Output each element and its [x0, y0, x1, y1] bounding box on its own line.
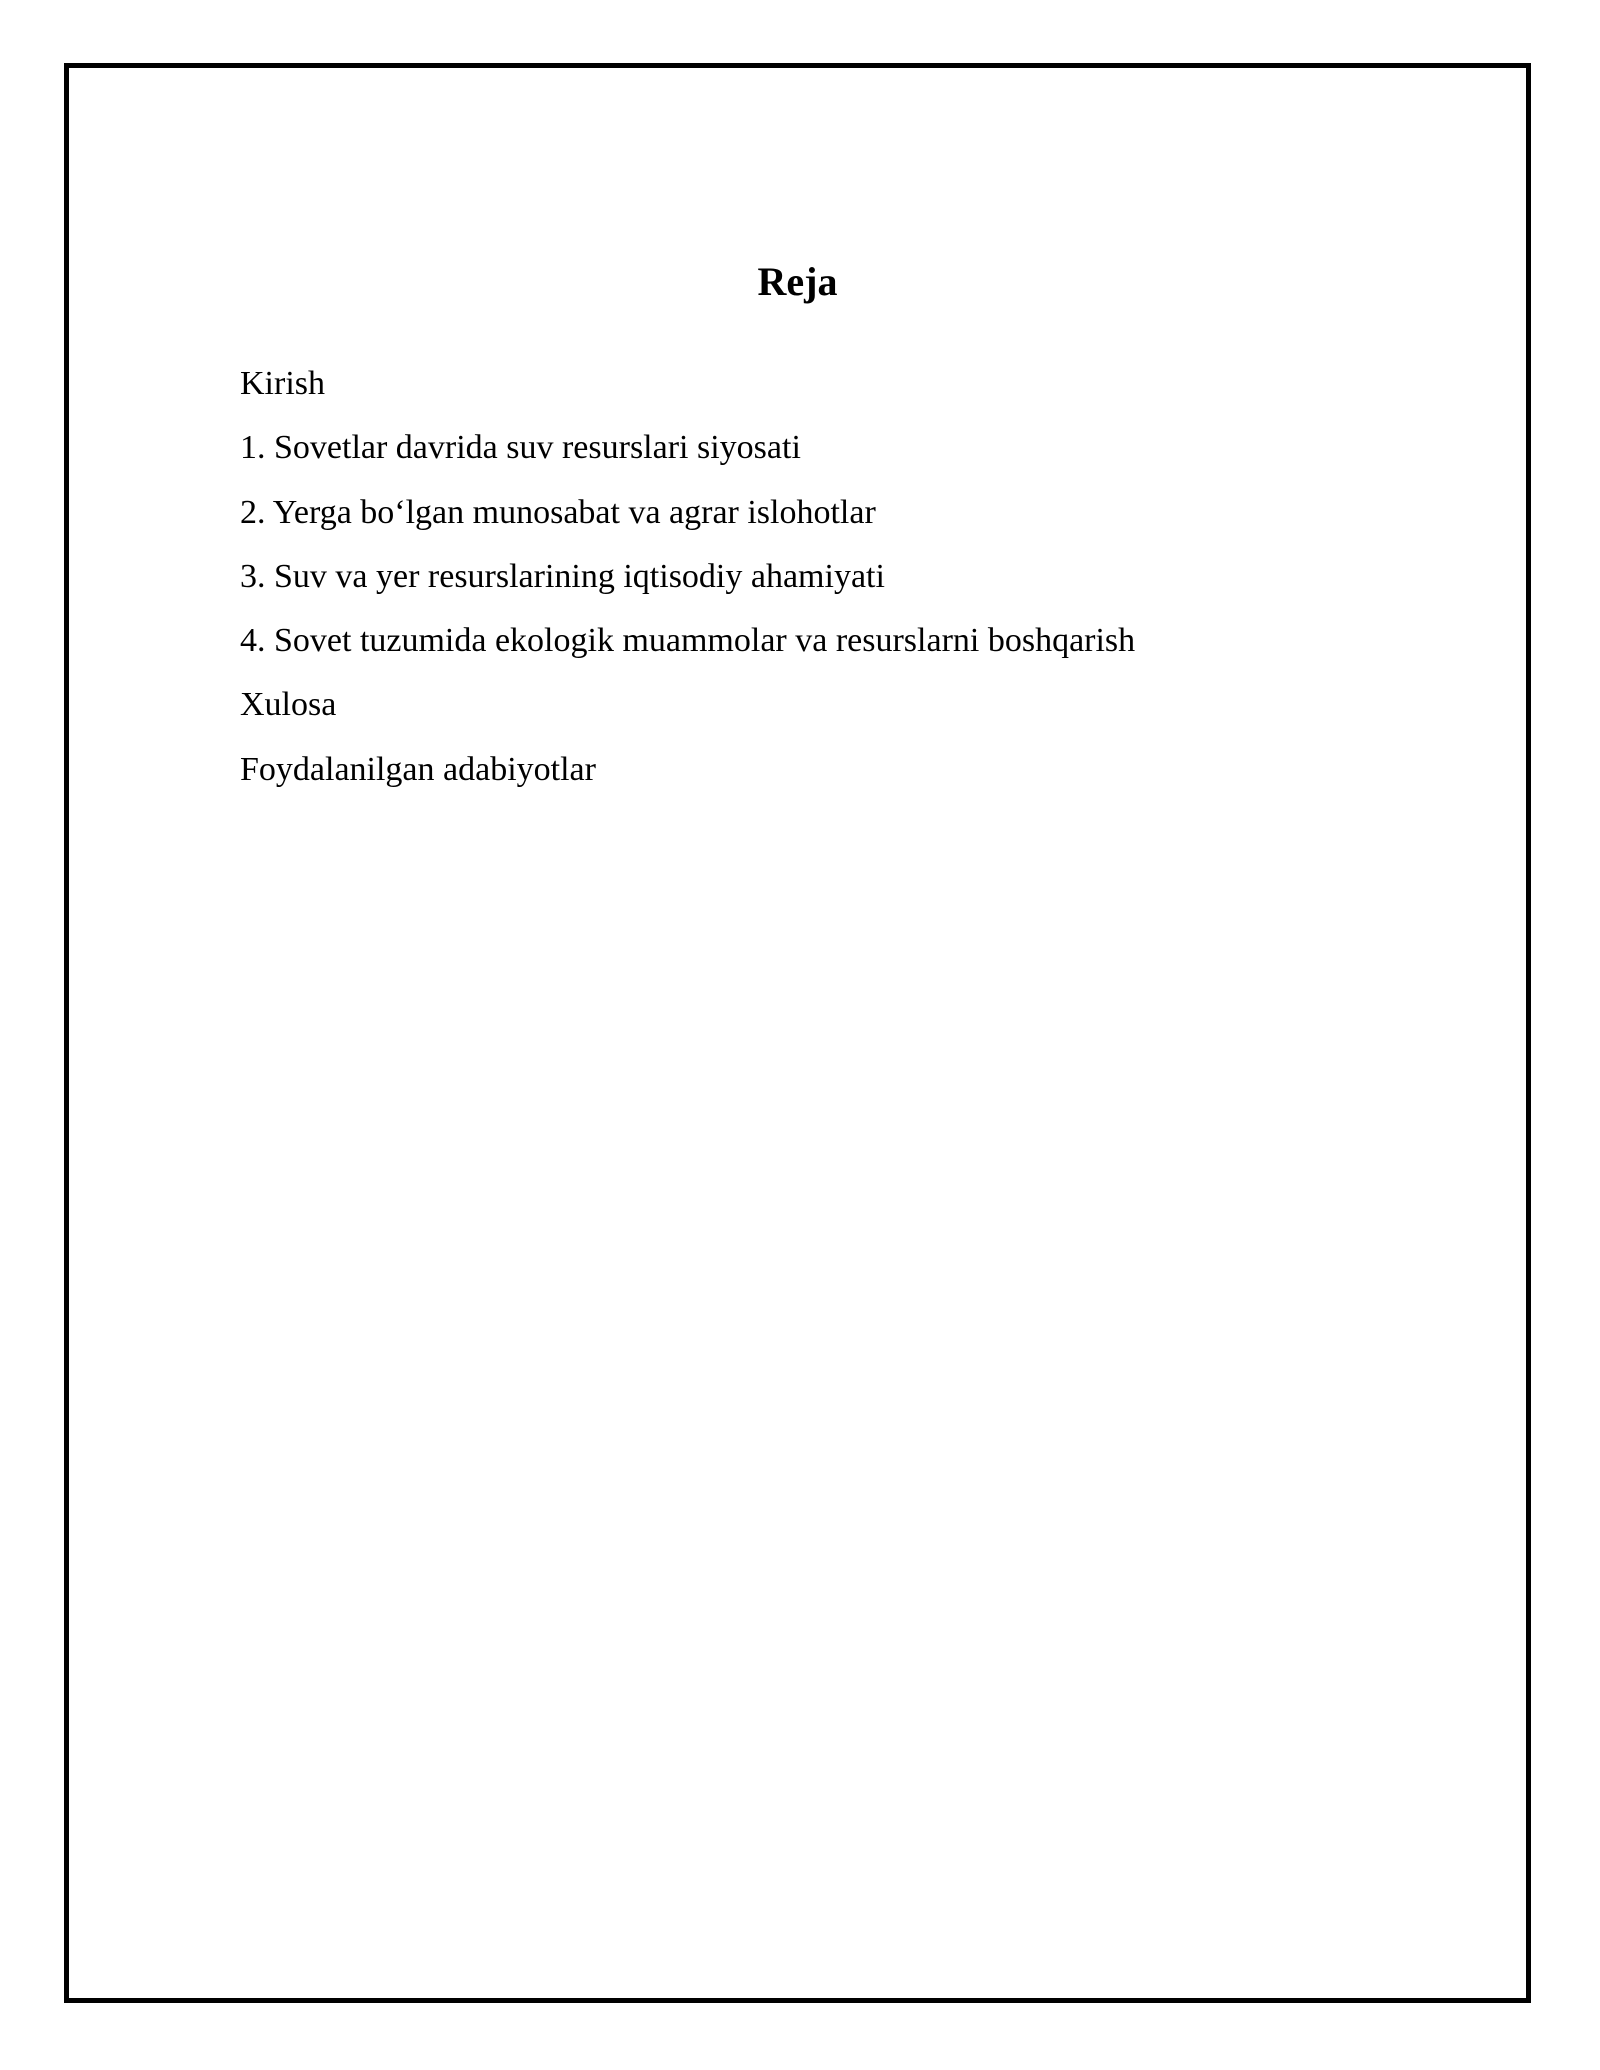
- plan-item-4: 4. Sovet tuzumida ekologik muammolar va resurslarni boshqarish: [240, 622, 1136, 660]
- page-title: Reja: [757, 259, 838, 304]
- plan-item-1: 1. Sovetlar davrida suv resurslari siyosati: [240, 429, 801, 467]
- plan-item-3: 3. Suv va yer resurslarining iqtisodiy ahamiyati: [240, 557, 885, 595]
- plan-item-2: 2. Yerga bo‘lgan munosabat va agrar islohotlar: [240, 493, 876, 531]
- plan-list: [240, 352, 1135, 802]
- page-border: [64, 63, 1531, 2003]
- plan-item-introduction: Kirish: [240, 365, 325, 402]
- plan-item-references: Foydalanilgan adabiyotlar: [240, 750, 596, 788]
- plan-item-conclusion: Xulosa: [240, 686, 337, 724]
